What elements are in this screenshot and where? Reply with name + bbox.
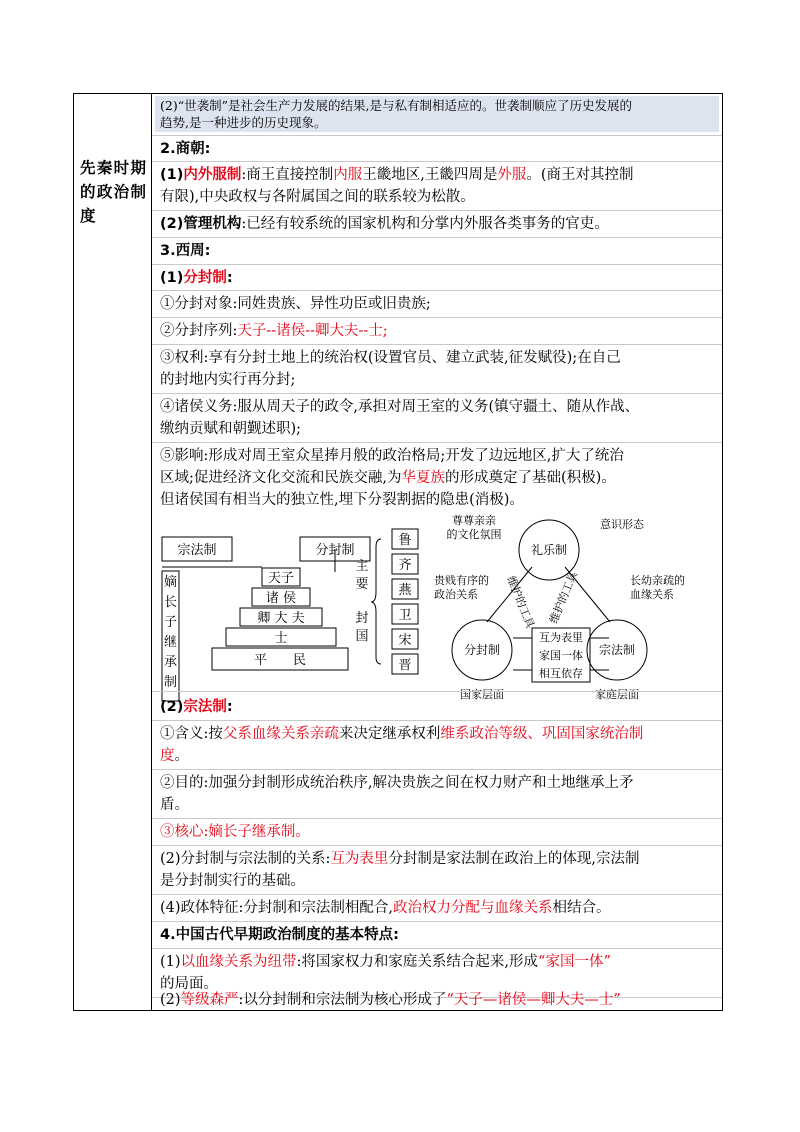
zhuyao-char: 封	[355, 611, 369, 626]
fenfeng-item-2: ②分封序列:天子--诸侯--卿大夫--士;	[160, 323, 388, 339]
zongfa-item-2: ②目的:加强分封制形成统治秩序,解决贵族之间在权力财产和土地继承上矛	[160, 775, 634, 791]
label-zunzun-2: 的文化氛围	[446, 528, 502, 541]
pyramid-level: 士	[274, 631, 288, 646]
pyramid-level: 天子	[267, 571, 295, 586]
feature-2: (2)等级森严:以分封制和宗法制为核心形成了“天子—诸侯—卿大夫—士”	[160, 992, 621, 1008]
state-label: 燕	[398, 583, 412, 598]
zongfa-item-1: ①含义:按父系血缘关系亲疏来决定继承权利维系政治等级、巩固国家统治制	[160, 726, 644, 742]
label-guojia: 国家层面	[460, 688, 504, 701]
state-label: 齐	[398, 558, 412, 573]
feature-1-cont: 的局面。	[160, 976, 218, 992]
fenfeng-item-3-cont: 的封地内实行再分封;	[160, 372, 296, 388]
category-label: 先秦时期的政治制度	[80, 159, 146, 225]
pyramid-level: 诸 侯	[265, 591, 297, 606]
dizhang-char: 嫡	[163, 575, 178, 590]
zongfa-heading: (2)宗法制:	[160, 699, 233, 715]
zongfa-item-1-cont: 度。	[160, 748, 189, 764]
state-label: 宋	[398, 633, 412, 648]
mid-label: 家国一体	[539, 649, 583, 662]
zongfa-item-3: ③核心:嫡长子继承制。	[160, 824, 310, 840]
content-table	[73, 93, 723, 1011]
shang-item-1-cont: 有限),中央政权与各附属国之间的联系较为松散。	[160, 189, 475, 205]
label-guijian-2: 政治关系	[434, 588, 478, 601]
zongfa-item-4-cont: 是分封制实行的基础。	[160, 873, 305, 889]
intro-line-1: (2)“世袭制”是社会生产力发展的结果,是与私有制相适应的。世袭制顺应了历史发展的	[160, 98, 632, 113]
category-cell	[74, 94, 152, 1010]
zhuyao-char: 主	[355, 559, 369, 574]
dizhang-char: 承	[163, 655, 178, 670]
dizhang-char: 继	[163, 635, 178, 650]
zhuyao-char: 要	[355, 577, 369, 592]
label-liyue: 礼乐制	[530, 543, 568, 557]
features-heading: 4.中国古代早期政治制度的基本特点:	[160, 927, 399, 943]
zongfa-item-4: (2)分封制与宗法制的关系:互为表里分封制是家法制在政治上的体现,宗法制	[160, 851, 640, 867]
label-zongfa: 宗法制	[177, 543, 217, 558]
fenfeng-item-1: ①分封对象:同姓贵族、异性功臣或旧贵族;	[160, 296, 431, 312]
fenfeng-heading: (1)分封制:	[160, 270, 233, 286]
fenfeng-item-4: ④诸侯义务:服从周天子的政令,承担对周王室的义务(镇守疆土、随从作战、	[160, 399, 640, 415]
dizhang-char: 子	[163, 615, 178, 630]
fenfeng-item-5-cont2: 但诸侯国有相当大的独立性,埋下分裂割据的隐患(消极)。	[160, 492, 524, 508]
label-center-zongfa: 宗法制	[598, 643, 636, 657]
label-jiating: 家庭层面	[595, 688, 639, 701]
label-zunzun-1: 尊尊亲亲	[452, 514, 496, 527]
zongfa-item-5: (4)政体特征:分封制和宗法制相配合,政治权力分配与血缘关系相结合。	[160, 900, 611, 916]
label-center-fenfeng: 分封制	[463, 643, 501, 657]
label-weihu-left: 维护的工具	[504, 574, 537, 631]
fenfeng-item-3: ③权利:享有分封土地上的统治权(设置官员、建立武装,征发赋役);在自己	[160, 350, 621, 366]
shang-item-1: (1)内外服制:商王直接控制内服王畿地区,王畿四周是外服。(商王对其控制	[160, 167, 634, 183]
state-label: 晋	[398, 658, 412, 673]
fenfeng-item-5-cont: 区域;促进经济文化交流和民族交融,为华夏族的形成奠定了基础(积极)。	[160, 470, 616, 486]
label-fenfeng: 分封制	[315, 543, 355, 558]
label-weihu-right: 维护的工具	[547, 569, 580, 626]
label-guijian-1: 贵贱有序的	[434, 574, 489, 587]
shang-item-2: (2)管理机构:已经有较系统的国家机构和分掌内外服各类事务的官吏。	[160, 216, 609, 232]
state-label: 卫	[398, 608, 412, 623]
mid-label: 互为表里	[539, 631, 583, 644]
intro-line-2: 趋势,是一种进步的历史现象。	[160, 115, 327, 130]
label-zhangyou-1: 长幼亲疏的	[630, 574, 685, 587]
dizhang-char: 长	[163, 595, 178, 610]
zongfa-item-2-cont: 盾。	[160, 797, 189, 813]
shang-heading: 2.商朝:	[160, 141, 211, 157]
fenfeng-item-5: ⑤影响:形成对周王室众星捧月般的政治格局;开发了边远地区,扩大了统治	[160, 448, 624, 464]
label-yishi: 意识形态	[600, 518, 644, 531]
state-label: 鲁	[398, 533, 412, 548]
mid-label: 相互依存	[539, 667, 583, 680]
fenfeng-item-4-cont: 缴纳贡赋和朝觐述职);	[160, 421, 302, 437]
label-zhangyou-2: 血缘关系	[630, 588, 674, 601]
content-cell	[152, 94, 722, 1010]
dizhang-char: 制	[163, 675, 178, 690]
zhou-heading: 3.西周:	[160, 243, 211, 259]
feature-1: (1)以血缘关系为纽带:将国家权力和家庭关系结合起来,形成“家国一体”	[160, 954, 611, 970]
pyramid-level: 平 民	[253, 653, 307, 668]
zhuyao-char: 国	[355, 629, 369, 644]
pyramid-level: 卿 大 夫	[257, 611, 305, 626]
